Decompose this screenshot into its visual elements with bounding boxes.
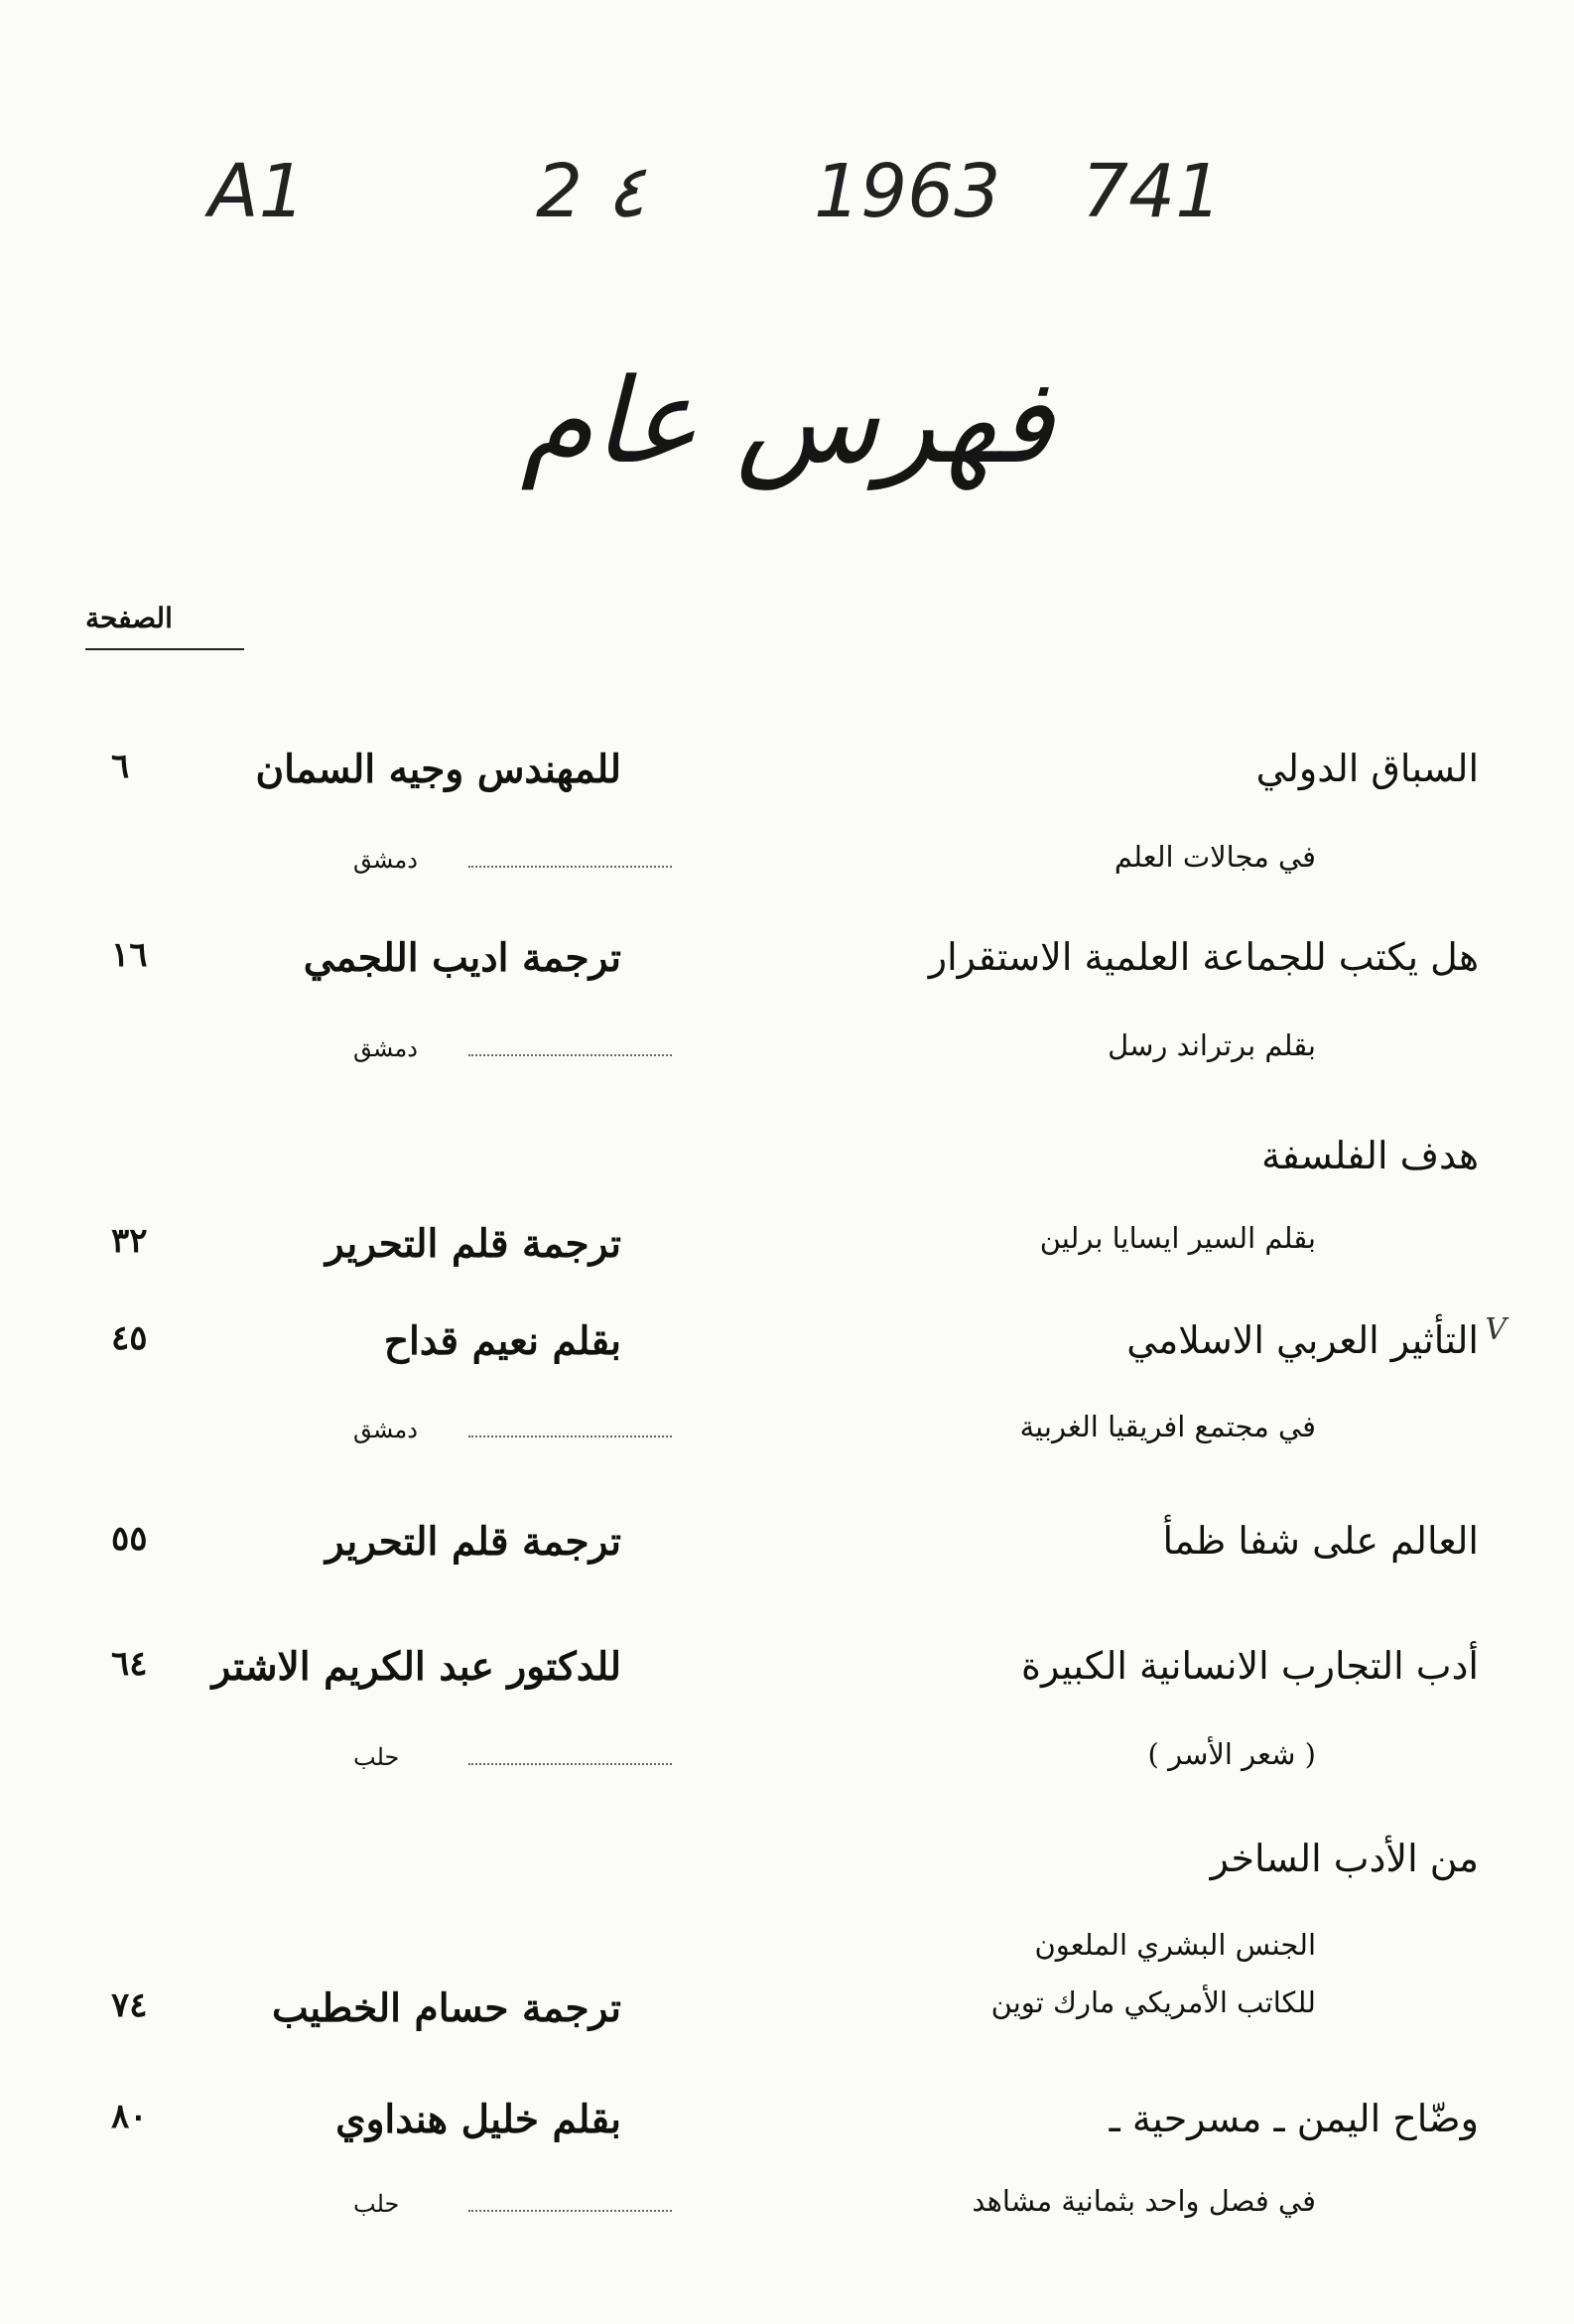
page-number: ٦ bbox=[111, 747, 130, 786]
article-title: من الأدب الساخر bbox=[1210, 1837, 1479, 1880]
toc-row bbox=[0, 1028, 1574, 1098]
article-author: ترجمة قلم التحرير bbox=[325, 1221, 621, 1267]
toc-row bbox=[0, 2097, 1574, 2166]
article-subtitle: في مجتمع افريقيا الغربية bbox=[1019, 1410, 1316, 1443]
page-number: ٦٤ bbox=[111, 1644, 148, 1684]
city-label: حلب bbox=[353, 1743, 400, 1771]
dotted-leader bbox=[468, 1054, 672, 1056]
article-title: السباق الدولي bbox=[1255, 747, 1479, 790]
handwritten-code: A1 bbox=[208, 149, 306, 234]
article-author: للدكتور عبد الكريم الاشتر bbox=[211, 1644, 621, 1690]
city-label: دمشق bbox=[353, 846, 418, 874]
article-subtitle: بقلم السير ايسايا برلين bbox=[1039, 1221, 1316, 1255]
article-subtitle: بقلم برتراند رسل bbox=[1108, 1028, 1316, 1062]
article-subtitle: الجنس البشري الملعون bbox=[1034, 1928, 1316, 1962]
page-number: ٥٥ bbox=[111, 1519, 148, 1559]
handwritten-number: 2 ٤ bbox=[536, 149, 646, 234]
toc-row bbox=[0, 840, 1574, 909]
article-subtitle: في فصل واحد بثمانية مشاهد bbox=[972, 2184, 1316, 2218]
city-label: دمشق bbox=[353, 1416, 418, 1443]
page-number: ٣٢ bbox=[111, 1221, 148, 1261]
toc-row bbox=[0, 1134, 1574, 1203]
article-subtitle: في مجالات العلم bbox=[1114, 840, 1316, 874]
article-author: ترجمة قلم التحرير bbox=[325, 1519, 621, 1565]
toc-row bbox=[0, 1519, 1574, 1588]
toc-row bbox=[0, 747, 1574, 816]
article-author: بقلم خليل هنداوي bbox=[335, 2097, 621, 2142]
toc-row bbox=[0, 1312, 1574, 1388]
page-title: فهرس عام bbox=[520, 352, 1054, 489]
article-subtitle: ( شعر الأسر ) bbox=[1147, 1737, 1316, 1771]
toc-row bbox=[0, 1737, 1574, 1807]
toc-row bbox=[0, 1221, 1574, 1291]
article-author: ترجمة اديب اللجمي bbox=[303, 935, 621, 981]
dotted-leader bbox=[468, 1435, 672, 1437]
page-number: ١٦ bbox=[111, 935, 148, 975]
article-subtitle: للكاتب الأمريكي مارك توين bbox=[990, 1985, 1316, 2019]
toc-row bbox=[0, 1985, 1574, 2055]
page-number: ٨٠ bbox=[111, 2097, 148, 2136]
page-column-header: الصفحة bbox=[85, 602, 244, 650]
article-author: ترجمة حسام الخطيب bbox=[272, 1985, 621, 2031]
toc-row bbox=[0, 1837, 1574, 1906]
dotted-leader bbox=[468, 1763, 672, 1765]
dotted-leader bbox=[468, 866, 672, 868]
handwritten-year: 1963 bbox=[814, 149, 1001, 234]
toc-row bbox=[0, 935, 1574, 1005]
article-title: العالم على شفا ظمأ bbox=[1162, 1519, 1479, 1563]
article-title: أدب التجارب الانسانية الكبيرة bbox=[1021, 1644, 1479, 1688]
page-number: ٧٤ bbox=[111, 1985, 148, 2025]
page-number: ٤٥ bbox=[111, 1318, 148, 1358]
article-title: التأثير العربي الاسلامي bbox=[1126, 1318, 1479, 1362]
dotted-leader bbox=[468, 2210, 672, 2212]
article-title: هدف الفلسفة bbox=[1261, 1134, 1479, 1177]
article-author: للمهندس وجيه السمان bbox=[255, 747, 621, 792]
handwritten-number-2: 741 bbox=[1082, 149, 1223, 234]
toc-row bbox=[0, 1410, 1574, 1479]
city-label: حلب bbox=[353, 2190, 400, 2218]
toc-row bbox=[0, 2184, 1574, 2254]
article-title: هل يكتب للجماعة العلمية الاستقرار bbox=[928, 935, 1479, 979]
handwritten-check-mark: V bbox=[1485, 1312, 1507, 1347]
article-title: وضّاح اليمن ـ مسرحية ـ bbox=[1109, 2097, 1479, 2140]
toc-row bbox=[0, 1644, 1574, 1713]
article-author: بقلم نعيم قداح bbox=[383, 1318, 621, 1364]
city-label: دمشق bbox=[353, 1034, 418, 1062]
